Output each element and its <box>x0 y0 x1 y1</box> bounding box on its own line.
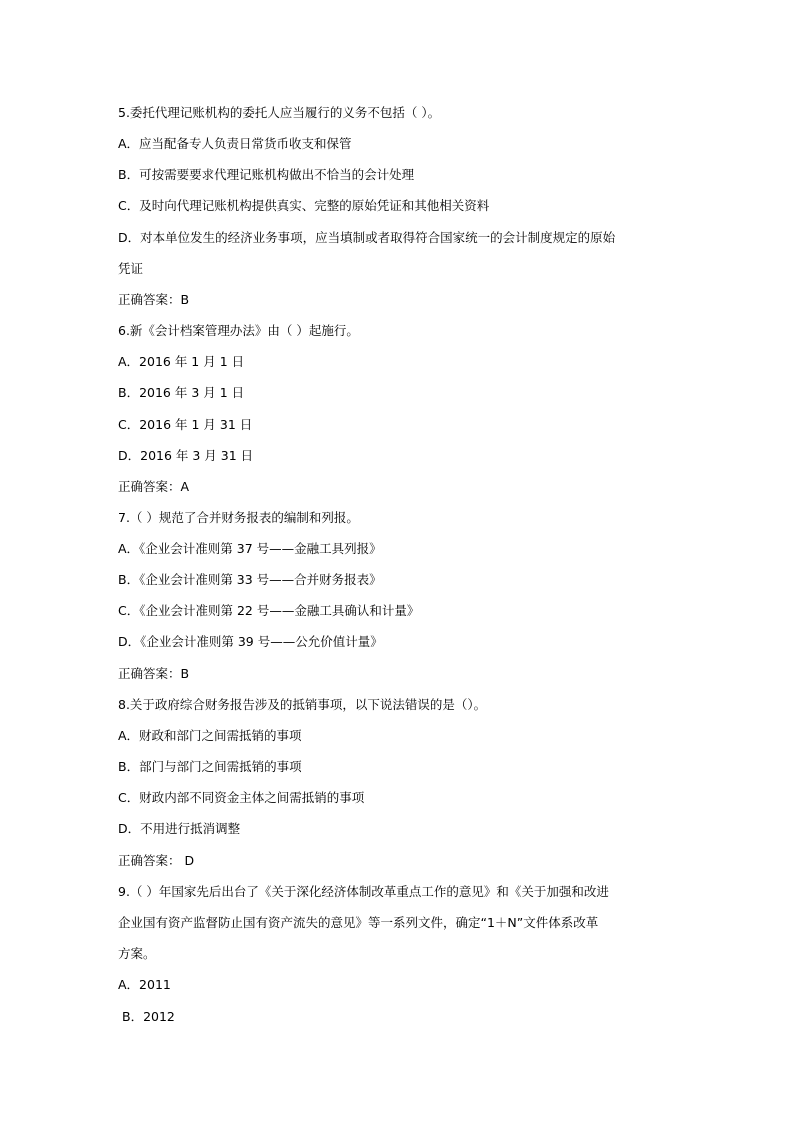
question-7-option-a: A．《企业会计准则第 37 号——金融工具列报》 <box>118 541 382 556</box>
question-9-stem-line-3: 方案。 <box>118 946 156 961</box>
question-8-answer: 正确答案： D <box>118 853 195 868</box>
question-7-option-c: C．《企业会计准则第 22 号——金融工具确认和计量》 <box>118 603 420 618</box>
question-8-option-d: D．不用进行抵消调整 <box>118 821 241 836</box>
question-5-option-c: C．及时向代理记账机构提供真实、完整的原始凭证和其他相关资料 <box>118 198 490 213</box>
question-7-option-d: D．《企业会计准则第 39 号——公允价值计量》 <box>118 634 383 649</box>
question-6-stem: 6.新《会计档案管理办法》由（ ）起施行。 <box>118 323 359 338</box>
question-6-option-d: D．2016 年 3 月 31 日 <box>118 448 254 463</box>
question-9-stem-line-2: 企业国有资产监督防止国有资产流失的意见》等一系列文件，确定“1＋N”文件体系改革 <box>118 915 599 930</box>
question-8-stem: 8.关于政府综合财务报告涉及的抵销事项，以下说法错误的是（）。 <box>118 697 487 712</box>
question-5-option-d-continued: 凭证 <box>118 261 144 276</box>
question-8-option-c: C．财政内部不同资金主体之间需抵销的事项 <box>118 790 365 805</box>
question-7-answer: 正确答案：B <box>118 666 190 681</box>
question-8-option-b: B．部门与部门之间需抵销的事项 <box>118 759 302 774</box>
question-8-option-a: A．财政和部门之间需抵销的事项 <box>118 728 302 743</box>
question-9-stem-line-1: 9.（ ）年国家先后出台了《关于深化经济体制改革重点工作的意见》和《关于加强和改进 <box>118 884 609 899</box>
question-5-option-b: B．可按需要要求代理记账机构做出不恰当的会计处理 <box>118 167 415 182</box>
question-7-stem: 7.（ ）规范了合并财务报表的编制和列报。 <box>118 510 359 525</box>
question-6-answer: 正确答案：A <box>118 479 190 494</box>
question-5-stem: 5.委托代理记账机构的委托人应当履行的义务不包括（ ）。 <box>118 105 441 120</box>
question-5-answer: 正确答案：B <box>118 292 190 307</box>
question-5-option-a: A．应当配备专人负责日常货币收支和保管 <box>118 136 352 151</box>
question-9-option-b: B．2012 <box>122 1009 175 1024</box>
question-6-option-b: B．2016 年 3 月 1 日 <box>118 385 245 400</box>
question-6-option-c: C．2016 年 1 月 31 日 <box>118 417 253 432</box>
question-5-option-d: D．对本单位发生的经济业务事项，应当填制或者取得符合国家统一的会计制度规定的原始 <box>118 230 616 245</box>
question-6-option-a: A．2016 年 1 月 1 日 <box>118 354 245 369</box>
question-9-option-a: A．2011 <box>118 977 171 992</box>
question-7-option-b: B．《企业会计准则第 33 号——合并财务报表》 <box>118 572 382 587</box>
